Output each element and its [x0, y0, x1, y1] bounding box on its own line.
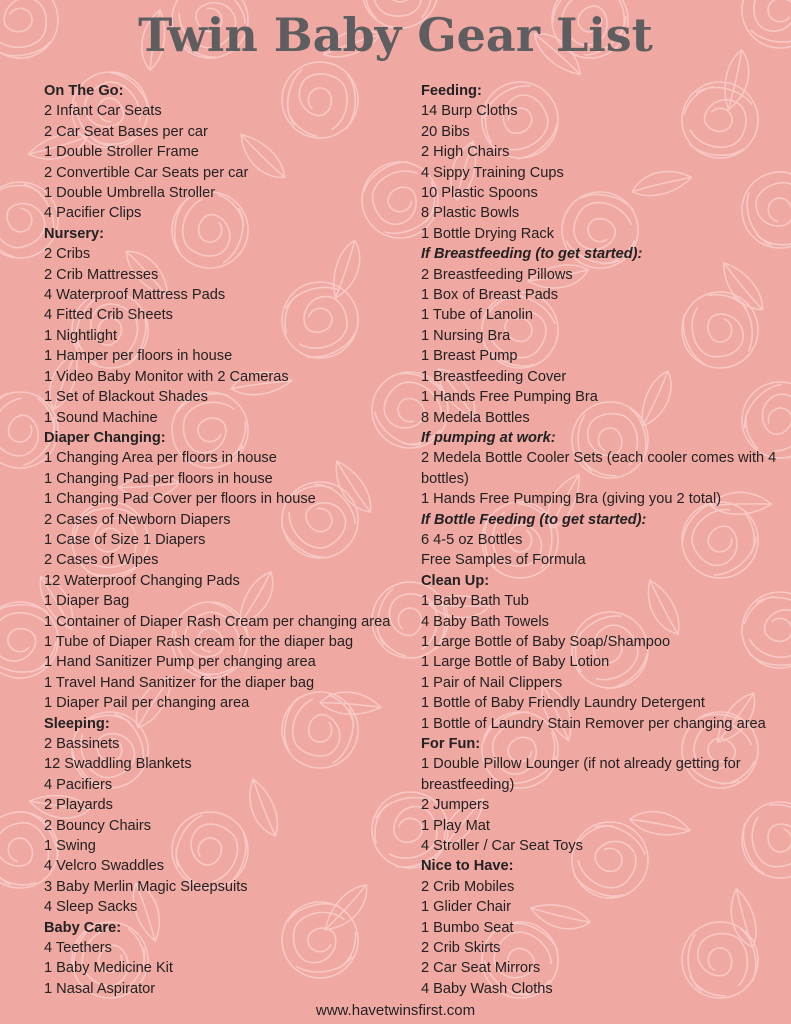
section-heading-if-pumping-at-work: If pumping at work: — [421, 429, 556, 446]
list-item: 1 Video Baby Monitor with 2 Cameras — [44, 368, 289, 385]
list-item: 4 Pacifiers — [44, 776, 113, 793]
list-item: 1 Travel Hand Sanitizer for the diaper bag — [44, 674, 315, 691]
list-item: 2 Cases of Newborn Diapers — [44, 511, 231, 528]
section-heading-on-the-go: On The Go: — [44, 83, 124, 99]
list-item: 4 Baby Bath Towels — [421, 613, 549, 630]
list-item: 1 Nursing Bra — [421, 327, 511, 344]
page-title: Twin Baby Gear List — [138, 8, 653, 62]
list-item: 1 Nasal Aspirator — [44, 980, 156, 997]
list-item: 4 Sippy Training Cups — [421, 164, 564, 181]
list-item: 4 Fitted Crib Sheets — [44, 307, 173, 324]
list-item: 2 Crib Skirts — [421, 940, 501, 957]
list-item: 4 Waterproof Mattress Pads — [44, 287, 226, 304]
list-item: 1 Glider Chair — [421, 899, 512, 916]
list-item: 1 Tube of Lanolin — [421, 307, 533, 324]
section-heading-diaper-changing: Diaper Changing: — [44, 429, 166, 446]
list-item: 1 Breast Pump — [421, 348, 518, 365]
list-item: 8 Plastic Bowls — [421, 205, 520, 222]
right-column — [421, 81, 786, 999]
list-item: 1 Diaper Pail per changing area — [44, 695, 250, 712]
list-item: 1 Baby Bath Tub — [421, 593, 529, 610]
list-item: 2 Crib Mobiles — [421, 878, 515, 895]
section-heading-if-bottle-feeding-to-get-started: If Bottle Feeding (to get started): — [421, 511, 647, 528]
list-item: 8 Medela Bottles — [421, 409, 530, 426]
list-item: 4 Teethers — [44, 940, 112, 957]
list-item: 3 Baby Merlin Magic Sleepsuits — [44, 878, 248, 895]
list-item: 10 Plastic Spoons — [421, 185, 538, 202]
list-item: 1 Container of Diaper Rash Cream per changing area — [44, 613, 391, 630]
list-item: 2 Car Seat Mirrors — [421, 960, 541, 977]
list-item: 1 Breastfeeding Cover — [421, 368, 567, 385]
list-item: 20 Bibs — [421, 123, 470, 140]
list-item: 1 Tube of Diaper Rash cream for the diaper bag — [44, 633, 354, 650]
list-item: 1 Changing Pad per floors in house — [44, 470, 273, 487]
list-item: 1 Nightlight — [44, 327, 118, 344]
list-item: 1 Pair of Nail Clippers — [421, 674, 563, 691]
list-item: 1 Double Umbrella Stroller — [44, 185, 216, 202]
footer-url: www.havetwinsfirst.com — [315, 1002, 476, 1019]
list-item: 12 Waterproof Changing Pads — [44, 572, 240, 589]
list-item: 1 Changing Area per floors in house — [44, 450, 277, 467]
list-item: 1 Bottle Drying Rack — [421, 225, 555, 242]
list-item: 2 Crib Mattresses — [44, 266, 159, 283]
list-item: 1 Changing Pad Cover per floors in house — [44, 491, 316, 508]
list-item: 2 Jumpers — [421, 797, 490, 814]
list-item: 1 Sound Machine — [44, 409, 158, 426]
left-column — [44, 81, 414, 999]
list-item: 12 Swaddling Blankets — [44, 756, 192, 773]
list-item: 4 Pacifier Clips — [44, 205, 142, 222]
list-item: 1 Box of Breast Pads — [421, 287, 559, 304]
section-heading-feeding: Feeding: — [421, 83, 482, 99]
list-item: 2 Bouncy Chairs — [44, 817, 152, 834]
list-item: 1 Bottle of Laundry Stain Remover per changing area — [421, 715, 766, 732]
list-item: 1 Hand Sanitizer Pump per changing area — [44, 654, 316, 671]
list-item: 1 Hands Free Pumping Bra — [421, 389, 598, 406]
list-item: 1 Hamper per floors in house — [44, 348, 233, 365]
list-item: 4 Baby Wash Cloths — [421, 980, 553, 997]
list-item: 2 Medela Bottle Cooler Sets (each cooler comes with 4 bottles) — [421, 450, 777, 487]
section-heading-sleeping: Sleeping: — [44, 715, 110, 732]
section-heading-clean-up: Clean Up: — [421, 572, 490, 589]
list-item: 1 Bumbo Seat — [421, 919, 514, 936]
section-heading-if-breastfeeding-to-get-started: If Breastfeeding (to get started): — [421, 246, 643, 263]
list-item: 1 Double Stroller Frame — [44, 144, 199, 161]
list-item: 1 Baby Medicine Kit — [44, 960, 173, 977]
list-item: 4 Stroller / Car Seat Toys — [421, 838, 583, 855]
list-item: 14 Burp Cloths — [421, 103, 518, 120]
list-item: 2 Cribs — [44, 246, 91, 263]
list-item: 1 Play Mat — [421, 817, 490, 834]
list-item: 1 Hands Free Pumping Bra (giving you 2 total) — [421, 491, 722, 508]
list-item: 2 Convertible Car Seats per car — [44, 164, 249, 181]
list-item: 4 Velcro Swaddles — [44, 858, 165, 875]
list-item: 6 4-5 oz Bottles — [421, 531, 523, 548]
list-item: 1 Double Pillow Lounger (if not already getting for breastfeeding) — [421, 756, 741, 793]
section-heading-nice-to-have: Nice to Have: — [421, 858, 514, 875]
list-item: 2 High Chairs — [421, 144, 510, 161]
section-heading-nursery: Nursery: — [44, 225, 105, 242]
list-item: 1 Bottle of Baby Friendly Laundry Detergent — [421, 695, 705, 712]
list-item: 2 Cases of Wipes — [44, 552, 159, 569]
section-heading-for-fun: For Fun: — [421, 736, 481, 752]
list-item: 2 Car Seat Bases per car — [44, 123, 208, 140]
list-item: 1 Diaper Bag — [44, 593, 130, 610]
list-item: 2 Bassinets — [44, 736, 120, 752]
list-item: 1 Case of Size 1 Diapers — [44, 531, 206, 548]
section-heading-baby-care: Baby Care: — [44, 919, 122, 936]
list-item: 2 Playards — [44, 797, 113, 814]
list-item: 1 Large Bottle of Baby Lotion — [421, 654, 610, 671]
list-item: 4 Sleep Sacks — [44, 899, 138, 916]
list-item: 2 Breastfeeding Pillows — [421, 266, 573, 283]
list-item: Free Samples of Formula — [421, 552, 586, 569]
list-item: 1 Swing — [44, 838, 96, 855]
list-item: 1 Large Bottle of Baby Soap/Shampoo — [421, 633, 671, 650]
list-item: 2 Infant Car Seats — [44, 103, 162, 120]
list-item: 1 Set of Blackout Shades — [44, 389, 208, 406]
